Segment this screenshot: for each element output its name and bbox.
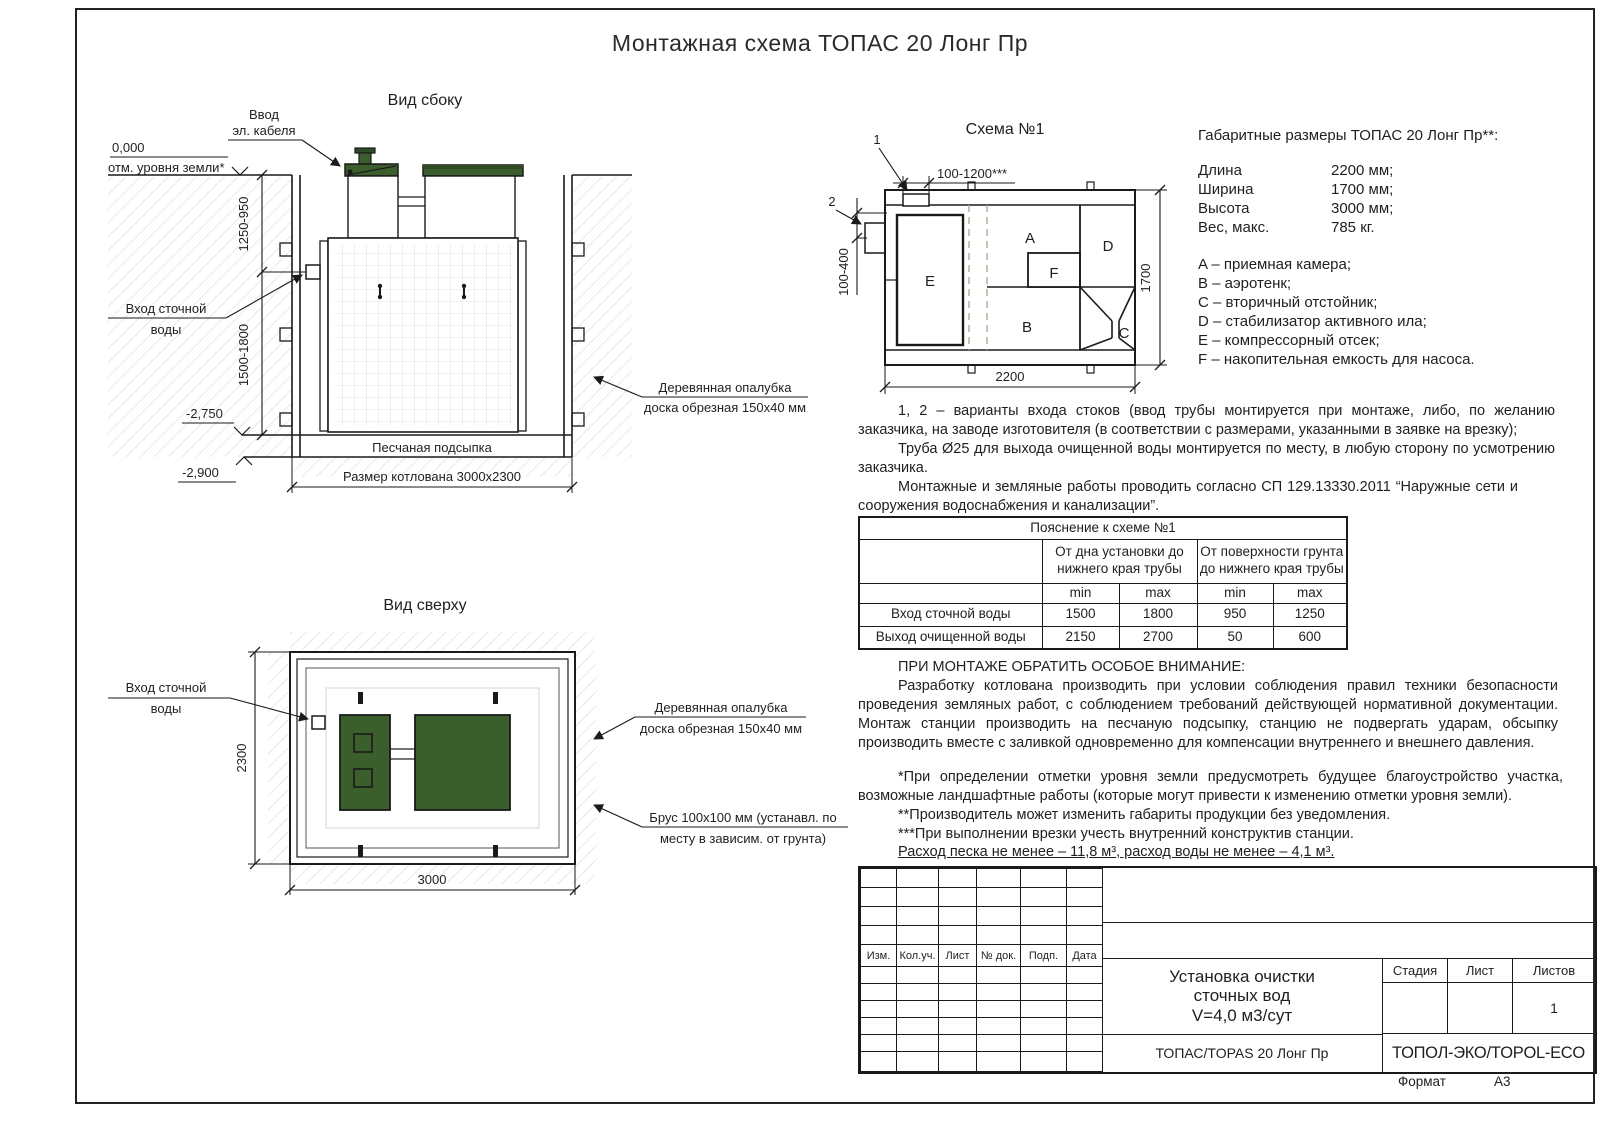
top-view-drawing (78, 580, 868, 910)
footnote: **Производитель может изменить габариты продукции без уведомления. (898, 807, 1391, 823)
mark-2900-value: -2,900 (182, 465, 219, 480)
legend-item: D – стабилизатор активного ила; (1198, 313, 1427, 330)
schema-title: Схема №1 (965, 121, 1045, 138)
dimensions-spec (1198, 126, 1588, 369)
dim-upper-label: 1250-950 (236, 196, 251, 252)
lid-connector (390, 749, 415, 759)
min-header: min (1197, 583, 1273, 603)
stage-table (1382, 958, 1596, 1034)
footnote: ***При выполнении врезки учесть внутренний конструктив станции. (898, 826, 1354, 842)
chamber-b-label: B (1021, 319, 1033, 336)
lid-large-edge (423, 165, 523, 169)
formwork-label-1: Деревянная опалубка (654, 700, 788, 715)
side-view-title: Вид сбоку (387, 92, 463, 109)
table-row: Вход сточной воды 1500 1800 950 1250 (859, 603, 1347, 626)
anchor-tick (493, 845, 498, 857)
doc-title-line3: V=4,0 м3/сут (1191, 1005, 1293, 1025)
doc-title-line1: Установка очистки (1169, 966, 1315, 986)
spec-row: Вес, макс. 785 кг. (1198, 219, 1375, 236)
anchor-tick (493, 692, 498, 704)
inlet-stub (306, 265, 320, 279)
sheet-value (1448, 983, 1513, 1034)
dim-inlet-v-label: 100-400 (836, 248, 851, 296)
formwork-label-2: доска обрезная 150х40 мм (639, 721, 803, 736)
chamber-d-label: D (1102, 238, 1114, 255)
table-group1-header: От дна установки до нижнего края трубы (1042, 539, 1197, 583)
dim-2200-label: 2200 (995, 369, 1025, 384)
max-header: max (1273, 583, 1347, 603)
format-value: А3 (1494, 1074, 1511, 1089)
table-empty-cell (859, 583, 1042, 603)
doc-title-line2: сточных вод (1193, 986, 1291, 1006)
works-note (858, 478, 1518, 516)
doc-title-cell (1102, 958, 1383, 1035)
table-group2-header: От поверхности грунта до нижнего края трубы (1197, 539, 1347, 583)
consumption-text: Расход песка не менее – 11,8 м³, расход воды не менее – 4,1 м³. (898, 844, 1335, 860)
table-row: Выход очищенной воды 2150 2700 50 600 (859, 626, 1347, 649)
tank-grid (334, 244, 512, 426)
zero-mark-value: 0,000 (112, 140, 145, 155)
callout-2 (828, 194, 861, 224)
inlet-label-2: воды (150, 322, 182, 337)
callout-1-label: 1 (873, 132, 881, 147)
stage-value (1383, 983, 1448, 1034)
anchor-tick (358, 845, 363, 857)
formwork-label-1: Деревянная опалубка (658, 380, 792, 395)
format-label: Формат (1398, 1074, 1446, 1089)
lid-large-plan (415, 715, 510, 810)
dim-lower-label: 1500-1800 (236, 323, 251, 387)
callout-1 (873, 132, 907, 190)
revision-table (860, 868, 1103, 1072)
sheets-header: Листов (1513, 959, 1596, 983)
variants-note (858, 402, 1555, 478)
level-mark-zero (108, 140, 248, 175)
chamber-legend (1198, 255, 1588, 369)
dim-2200 (880, 365, 1140, 394)
legend-item: E – компрессорный отсек; (1198, 332, 1380, 349)
spec-row: Высота 3000 мм; (1198, 200, 1394, 217)
hatch-opening (354, 734, 372, 752)
note-variants: 1, 2 – варианты входа стоков (ввод трубы монтируется при монтаже, либо, по желанию заказчика, на заводе изготовителя (в соответствии с размерами, указанными в заявке на врезку); (858, 403, 1555, 438)
footnote: *При определении отметки уровня земли предусмотреть будущее благоустройство участка, возможные ландшафтные работы (которые могут привести к изменению отметки уровня земли). (858, 769, 1563, 804)
lid-small-plan (340, 715, 390, 810)
attention-body: Разработку котлована производить при условии соблюдения правил техники безопасности проведения земляных работ, с соблюдением требований действующей нормативной документации. Монтаж станции производить на песчаную подсыпку, станцию не подвергать ударам, обсыпку производить вместе с заливкой одновременно для компенсации внутреннего и внешнего давления. (858, 678, 1558, 751)
dim-1700-label: 1700 (1138, 263, 1153, 293)
sand-label: Песчаная подсыпка (372, 440, 492, 455)
footnotes (858, 768, 1563, 844)
attention-title: ПРИ МОНТАЖЕ ОБРАТИТЬ ОСОБОЕ ВНИМАНИЕ: (898, 659, 1246, 675)
titleblock-band-1 (1102, 868, 1595, 923)
specs-title: Габаритные размеры ТОПАС 20 Лонг Пр**: (1198, 127, 1499, 144)
spec-row: Длина 2200 мм; (1198, 162, 1394, 179)
chimney-cap (355, 148, 375, 153)
dim-3000-label: 3000 (417, 872, 447, 887)
side-rail-right (518, 241, 526, 431)
legend-item: F – накопительная емкость для насоса. (1198, 351, 1475, 368)
table-title: Пояснение к схеме №1 (859, 517, 1347, 539)
sheet-header: Лист (1448, 959, 1513, 983)
table-corner-cell (859, 539, 1042, 583)
page-title: Монтажная схема ТОПАС 20 Лонг Пр (611, 30, 1029, 56)
dim-2300-label: 2300 (234, 743, 249, 773)
legend-item: B – аэротенк; (1198, 275, 1292, 292)
consumption-note (858, 843, 1558, 862)
formwork-label-2: доска обрезная 150х40 мм (643, 400, 807, 415)
stage-header: Стадия (1383, 959, 1448, 983)
note-pipe: Труба Ø25 для выхода очищенной воды монтируется по месту, в любую сторону по усмотрению заказчика. (858, 441, 1555, 476)
note-works: Монтажные и земляные работы проводить согласно СП 129.13330.2011 “Наружные сети и сооружения водоснабжения и канализации”. (858, 479, 1518, 514)
sheets-value: 1 (1513, 983, 1596, 1034)
top-view-title: Вид сверху (383, 597, 467, 614)
attention-block (858, 658, 1558, 753)
titleblock-band-2 (1102, 922, 1595, 959)
beam-callout (594, 805, 848, 846)
chamber-f-label: F (1049, 265, 1059, 282)
max-header: max (1119, 583, 1197, 603)
schema1-drawing (815, 110, 1195, 410)
callout-2-label: 2 (828, 194, 836, 209)
pit-dim-label: Размер котлована 3000х2300 (342, 469, 522, 484)
chamber-e-label: E (924, 273, 936, 290)
cable-entry-callout (228, 107, 340, 166)
inlet-label-1: Вход сточной (125, 680, 207, 695)
inlet-variant-1 (903, 194, 929, 206)
level-mark-2900 (178, 457, 252, 482)
dim-1700 (1135, 185, 1167, 370)
dim-inlet-h-label: 100-1200*** (937, 166, 1008, 181)
company-cell: ТОПОЛ-ЭКО/TOPOL-ECO (1392, 1043, 1585, 1062)
cable-label-1: Ввод (249, 107, 279, 122)
inlet-stub-plan (312, 716, 325, 729)
inlet-label-2: воды (150, 701, 182, 716)
beam-label-1: Брус 100х100 мм (устанавл. по (649, 810, 837, 825)
spec-row: Ширина 1700 мм; (1198, 181, 1394, 198)
legend-item: C – вторичный отстойник; (1198, 294, 1378, 311)
formwork-callout (594, 700, 806, 739)
inlet-variant-2 (865, 223, 885, 253)
schema-explanation-table (858, 516, 1348, 650)
chamber-c-label: C (1118, 325, 1130, 342)
side-view-drawing (78, 85, 868, 510)
chimney (359, 153, 371, 164)
chamber-a-label: A (1024, 230, 1036, 247)
tank-neck-2 (425, 176, 515, 238)
model-cell: ТОПАС/TOPAS 20 Лонг Пр (1102, 1034, 1383, 1072)
side-rail-left (320, 241, 328, 431)
tank-neck-1 (348, 176, 398, 238)
zero-mark-label: отм. уровня земли* (108, 160, 225, 175)
revision-header-row: Изм. Кол.уч. Лист № док. Подп. Дата (861, 945, 1103, 967)
cable-label-2: эл. кабеля (232, 123, 296, 138)
beam-label-2: месту в зависим. от грунта) (659, 831, 827, 846)
legend-item: A – приемная камера; (1198, 256, 1352, 273)
hatch-opening (354, 769, 372, 787)
min-header: min (1042, 583, 1119, 603)
inlet-label-1: Вход сточной (125, 301, 207, 316)
anchor-tick (358, 692, 363, 704)
tank-plan-schema (865, 182, 1135, 373)
tank-side (306, 148, 526, 432)
title-block (858, 866, 1597, 1074)
mark-2750-value: -2,750 (186, 406, 223, 421)
